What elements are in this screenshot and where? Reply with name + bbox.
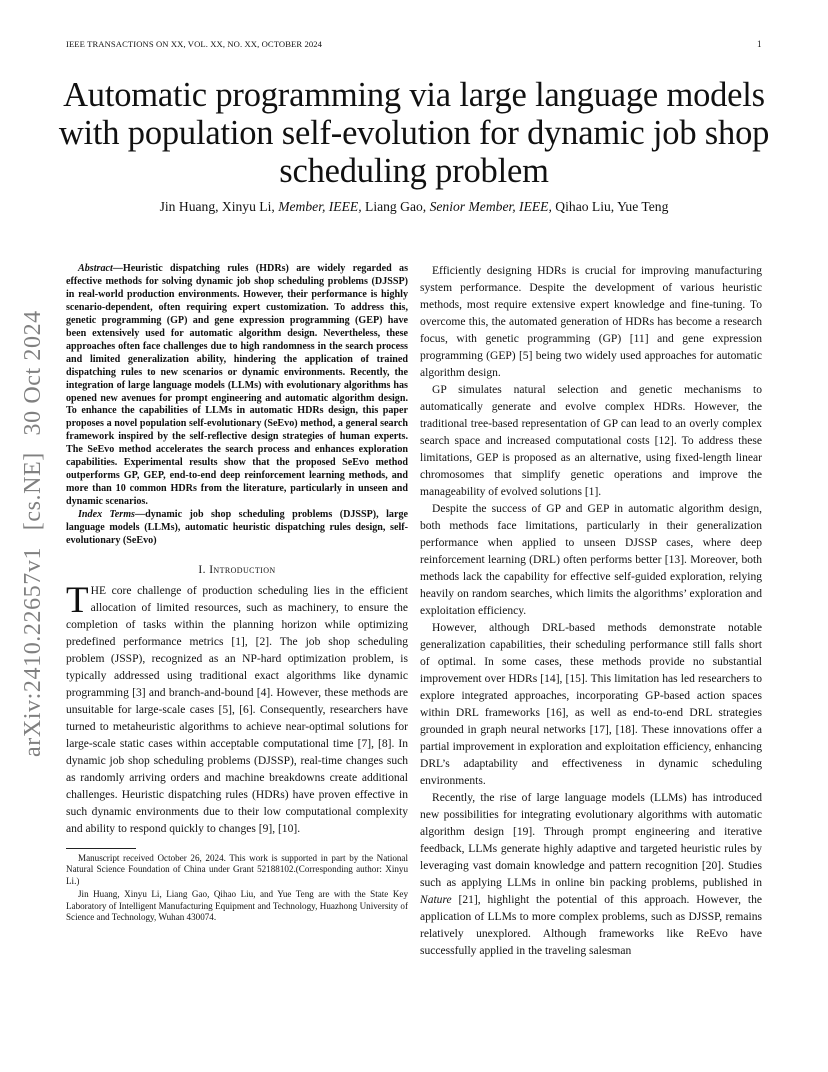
llm-text-1: Recently, the rise of large language models (LLMs) has introduced new possibilities for integrating evolutionary algorithms with automatic algorithm design [19]. Through prompt engineering and iterative feedback, LLMs generate highly adaptive and targeted heuristic rules by leveraging vast domain knowledge and pattern recognition [20]. Studies such as applying LLMs in online bin packing problems, published in — [420, 792, 762, 889]
paragraph-drl: However, although DRL-based methods demonstrate notable generalization capabilities, their scheduling performance still falls short of optimal. In some cases, these methods provide no substantial improvement over HDRs [14], [15]. This limitation has led researchers to explore integrated approaches, incorporating GP-based action spaces within DRL frameworks [16], as well as end-to-end DRL strategies grounded in graph neural networks [17], [18]. These innovations offer a partial improvement in exploration and exploitation efficiency, enhancing DRL’s adaptability and effectiveness in dynamic scheduling environments. — [420, 622, 762, 787]
footnote-rule — [66, 848, 136, 849]
right-column — [420, 263, 762, 960]
abstract-text: —Heuristic dispatching rules (HDRs) are widely regarded as effective methods for solving dynamic job shop scheduling problems (DJSSP) in real-world production environments. However, their performance is highly scenario-dependent, often requiring expert customization. To address this, genetic programming (GP) and gene expression programming (GEP) have been extensively used for automatic algorithm design. Nevertheless, these approaches often face challenges due to high randomness in the search process and limited generalization ability, hindering the application of trained dispatching rules to new scenarios or dynamic environments. Recently, the integration of large language models (LLMs) with evolutionary algorithms has opened new avenues for prompt engineering and automatic algorithm design. To enhance the capabilities of LLMs in automatic HDRs design, this paper proposes a novel population self-evolutionary (SeEvo) method, a general search framework inspired by the self-reflective design strategies of human experts. The SeEvo method accelerates the search process and enhances exploration capabilities. Experimental results show that the proposed SeEvo method outperforms GP, GEP, end-to-end deep reinforcement learning methods, and more than 10 common HDRs from the literature, particularly in unseen and dynamic scenarios. — [66, 263, 408, 508]
paper-title: Automatic programming via large language models with population self-evolution for dynamic job shop scheduling problem — [58, 76, 770, 190]
paragraph-llm — [420, 790, 762, 960]
paragraph-gp: GP simulates natural selection and genetic mechanisms to automatically generate and evolve complex HDRs. However, the traditional tree-based representation of GP can lead to an overly complex search space and increased computational costs [12]. To address these limitations, GEP is proposed as an alternative, using fixed-length linear chromosomes that simplify genetic operations and improve the manageability of evolved solutions [1]. — [420, 384, 762, 498]
arxiv-id: arXiv:2410.22657v1 — [20, 546, 46, 757]
footnote-manuscript: Manuscript received October 26, 2024. This work is supported in part by the National Natural Science Foundation of China under Grant 52188102.(Corresponding author: Xinyu Li.) — [66, 852, 408, 886]
author-list — [40, 199, 788, 215]
left-column — [66, 263, 408, 923]
footnote-affiliation: Jin Huang, Xinyu Li, Liang Gao, Qihao Liu, and Yue Teng are with the State Key Laboratory of Intelligent Manufacturing Equipment and Technology, Huazhong University of Science and Technology, Wuhan 430074. — [66, 889, 408, 922]
section-number: I. — [198, 563, 206, 576]
authors-senior: Senior Member, IEEE, — [429, 199, 552, 214]
running-header: IEEE TRANSACTIONS ON XX, VOL. XX, NO. XX, OCTOBER 2024 — [66, 39, 323, 49]
abstract — [66, 263, 408, 509]
abstract-label: Abstract — [78, 263, 113, 274]
intro-text: HE core challenge of production scheduling lies in the efficient allocation of limited resources, such as machinery, to ensure the completion of tasks within the planning horizon while optimizing predefined performance metrics [1], [2]. The job shop scheduling problem (JSSP), recognized as an NP-hard optimization problem, is typically addressed using traditional exact algorithms like dynamic programming [3] and branch-and-bound [4]. However, these methods are unsuitable for large-scale cases [5], [6]. Consequently, researchers have turned to metaheuristic algorithms to achieve near-optimal solutions for large-scale static cases within acceptable computational time [7], [8]. In dynamic job shop scheduling problems (DJSSP), real-time changes such as randomly arriving orders and machine breakdowns create additional challenges. Heuristic dispatching rules (HDRs) have proven effective in such dynamic environments due to their low computational complexity and ability to respond quickly to changes [9], [10]. — [66, 584, 408, 835]
authors-part2: Liang Gao, — [365, 199, 427, 214]
authors-member: Member, IEEE, — [278, 199, 362, 214]
index-terms — [66, 509, 408, 548]
paragraph-gp-gep-limits: Despite the success of GP and GEP in automatic algorithm design, both methods face limitations, particularly in their generalization performance when applied to unseen DJSSP cases, where deep reinforcement learning (DRL) often performs better [13]. Moreover, both methods lack the capability for effective self-guided exploration, relying heavily on random searches, which limits the algorithms’ exploration and exploitation efficiency. — [420, 503, 762, 617]
index-terms-text: —dynamic job shop scheduling problems (DJSSP), large language models (LLMs), automatic heuristic dispatching rules design, self-evolutionary (SeEvo) — [66, 509, 408, 547]
authors-part3: Qihao Liu, Yue Teng — [555, 199, 669, 214]
intro-paragraph — [66, 579, 408, 838]
authors-part1: Jin Huang, Xinyu Li, — [159, 199, 275, 214]
index-terms-label: Index Terms — [78, 509, 135, 521]
arxiv-category: [cs.NE] — [20, 452, 46, 531]
section-title: Introduction — [209, 563, 276, 576]
arxiv-stamp — [20, 300, 47, 757]
paragraph-hdr-design: Efficiently designing HDRs is crucial for improving manufacturing system performance. Despite the development of various heuristic methods, most require extensive expert knowledge and fine-tuning. To overcome this, the automated generation of HDRs has become a research focus, with genetic programming (GP) [11] and gene expression programming (GEP) [5] being two widely used approaches for automatic algorithm design. — [420, 265, 762, 379]
arxiv-date: 30 Oct 2024 — [20, 310, 46, 436]
drop-cap: T — [66, 579, 89, 621]
section-heading — [66, 562, 408, 579]
nature-journal: Nature — [420, 894, 452, 906]
page-number: 1 — [757, 39, 762, 49]
llm-text-2: [21], highlight the potential of this approach. However, the application of LLMs to more complex problems, such as DJSSP, remains relatively unexplored. Although frameworks like ReEvo have successfully applied in the traveling salesman — [420, 894, 762, 957]
